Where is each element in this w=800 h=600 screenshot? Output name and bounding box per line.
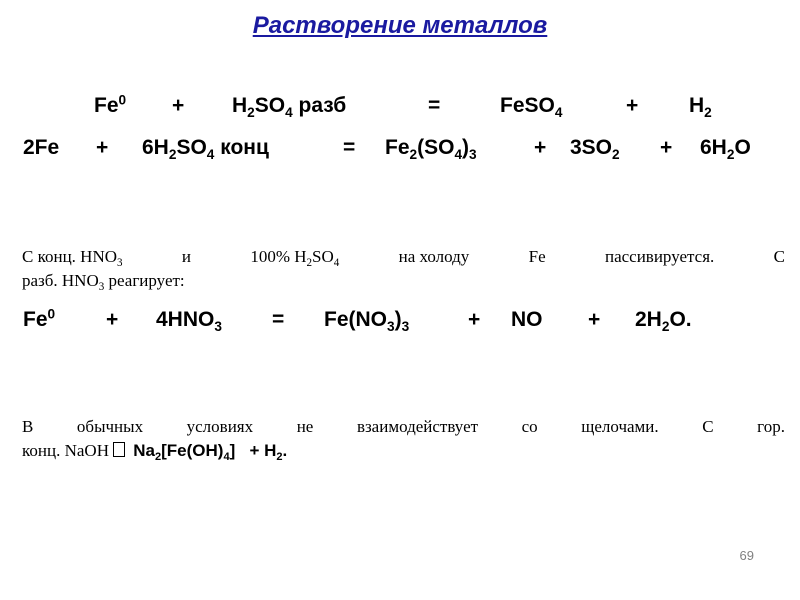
para1-word: и <box>181 247 191 266</box>
eq2-fe: 2Fe <box>23 136 60 159</box>
eq3-plus-3: + <box>588 308 601 331</box>
eq3-plus-2: + <box>468 308 481 331</box>
eq1-equals: = <box>428 94 441 117</box>
para2-word: взаимодействует <box>356 417 479 436</box>
eq2-plus-2: + <box>534 136 547 159</box>
eq1-plus: + <box>172 94 185 117</box>
para2-line1 <box>22 415 785 439</box>
eq3-acid: $4HNO_3$ <box>156 308 222 334</box>
eq3-no: NO <box>511 308 543 331</box>
eq3-fe: Fe$^0$ <box>23 306 56 331</box>
para2-word: не <box>296 417 314 436</box>
para2-word: условиях <box>186 417 254 436</box>
para2-word: обычных <box>76 417 144 436</box>
eq1-plus-2: + <box>626 94 639 117</box>
para1-word: С конц. $HNO_3$ <box>22 247 123 269</box>
eq2-water: $6H_2O$ <box>700 136 751 162</box>
equation-concentrated-acid <box>0 136 800 164</box>
eq3-nitrate: $Fe(NO_3)_3$ <box>324 308 410 334</box>
slide-title: Растворение металлов <box>252 12 548 39</box>
para1-word: Fe <box>528 247 546 266</box>
eq2-sulfate: $Fe_2(SO_4)_3$ <box>385 136 477 162</box>
alkali-paragraph <box>22 415 785 463</box>
para1-line1 <box>22 245 785 269</box>
eq1-hydrogen: $H_2$ <box>689 94 712 120</box>
equation-dilute-acid <box>0 94 800 122</box>
eq2-acid: $6H_2SO_4$ конц <box>142 136 269 162</box>
para2-complex: $Na_2[Fe(OH)_4]$ + $H_2$. <box>133 441 288 463</box>
para1-line2: разб. $HNO_3$ реагирует: <box>22 271 185 293</box>
para1-word: 100% $H_2SO_4$ <box>250 247 340 269</box>
para1-word: С <box>773 247 785 266</box>
para2-word: со <box>521 417 538 436</box>
eq3-plus: + <box>106 308 119 331</box>
page-number: 69 <box>739 548 754 563</box>
eq2-plus: + <box>96 136 109 159</box>
eq2-equals: = <box>343 136 356 159</box>
para2-word: щелочами. <box>581 417 659 436</box>
missing-glyph-icon <box>113 442 125 457</box>
eq2-so2: $3SO_2$ <box>570 136 620 162</box>
para2-word: В <box>22 417 34 436</box>
eq1-product: FeSO$_4$ <box>500 94 563 120</box>
para2-word: гор. <box>757 417 785 436</box>
passivation-paragraph <box>22 245 785 293</box>
para2-word: С <box>702 417 714 436</box>
eq1-acid: $H_2SO_4$ разб <box>232 94 347 120</box>
para1-word: на холоду <box>398 247 470 266</box>
eq1-fe: Fe$^0$ <box>94 92 127 117</box>
para2-line2: конц. NaOH $Na_2[Fe(OH)_4]$ + $H_2$. <box>22 441 288 463</box>
eq3-water: $2H_2O$. <box>635 308 692 334</box>
eq3-equals: = <box>272 308 285 331</box>
para1-word: пассивируется. <box>604 247 715 266</box>
eq2-plus-3: + <box>660 136 673 159</box>
equation-nitric-acid <box>0 308 800 336</box>
